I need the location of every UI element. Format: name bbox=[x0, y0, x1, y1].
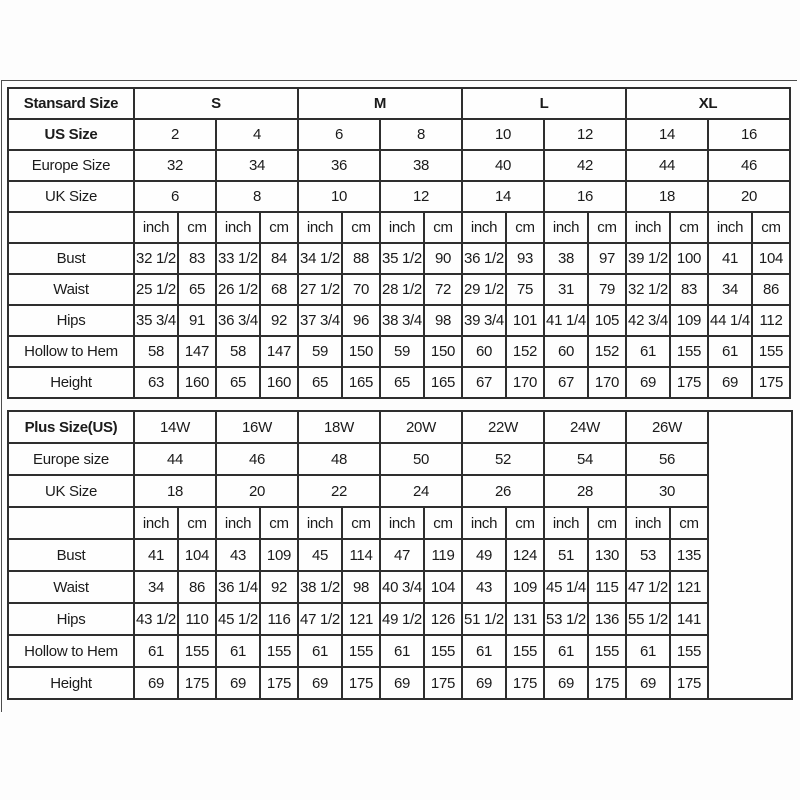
measurement-value-cell: 88 bbox=[342, 243, 380, 274]
measurement-value-cell: 34 bbox=[708, 274, 752, 305]
measurement-value-cell: 150 bbox=[424, 336, 462, 367]
measurement-value-cell: 36 3/4 bbox=[216, 305, 260, 336]
measurement-value-cell: 33 1/2 bbox=[216, 243, 260, 274]
size-group-cell: L bbox=[462, 88, 626, 119]
measurement-value-cell: 90 bbox=[424, 243, 462, 274]
measurement-value-cell: 53 1/2 bbox=[544, 603, 588, 635]
measurement-value-cell: 35 1/2 bbox=[380, 243, 424, 274]
unit-cell: inch bbox=[626, 507, 670, 539]
measurement-value-cell: 175 bbox=[506, 667, 544, 699]
size-value-cell: 34 bbox=[216, 150, 298, 181]
unit-cell: inch bbox=[544, 507, 588, 539]
measurement-value-cell: 104 bbox=[752, 243, 790, 274]
measurement-value-cell: 58 bbox=[134, 336, 178, 367]
unit-row-spacer-cell bbox=[8, 212, 134, 243]
unit-cell: cm bbox=[178, 507, 216, 539]
measurement-value-cell: 101 bbox=[506, 305, 544, 336]
measurement-value-cell: 39 1/2 bbox=[626, 243, 670, 274]
measurement-value-cell: 155 bbox=[752, 336, 790, 367]
measurement-value-cell: 60 bbox=[544, 336, 588, 367]
row-label-cell: UK Size bbox=[8, 181, 134, 212]
row-label-cell: Europe size bbox=[8, 443, 134, 475]
size-value-cell: 8 bbox=[380, 119, 462, 150]
measurement-value-cell: 69 bbox=[380, 667, 424, 699]
measurement-label-cell: Height bbox=[8, 367, 134, 398]
size-value-cell: 40 bbox=[462, 150, 544, 181]
measurement-value-cell: 25 1/2 bbox=[134, 274, 178, 305]
measurement-value-cell: 96 bbox=[342, 305, 380, 336]
size-value-cell: 48 bbox=[298, 443, 380, 475]
measurement-value-cell: 61 bbox=[380, 635, 424, 667]
measurement-value-cell: 131 bbox=[506, 603, 544, 635]
measurement-value-cell: 41 bbox=[134, 539, 178, 571]
size-group-cell: 24W bbox=[544, 411, 626, 443]
measurement-value-cell: 47 1/2 bbox=[298, 603, 342, 635]
unit-cell: inch bbox=[626, 212, 670, 243]
measurement-value-cell: 79 bbox=[588, 274, 626, 305]
size-group-cell: 22W bbox=[462, 411, 544, 443]
measurement-value-cell: 114 bbox=[342, 539, 380, 571]
size-value-cell: 14 bbox=[626, 119, 708, 150]
size-group-header-row bbox=[8, 88, 790, 119]
measurement-value-cell: 93 bbox=[506, 243, 544, 274]
measurement-value-cell: 109 bbox=[670, 305, 708, 336]
row-label-cell: US Size bbox=[8, 119, 134, 150]
unit-cell: inch bbox=[380, 212, 424, 243]
measurement-value-cell: 116 bbox=[260, 603, 298, 635]
measurement-value-cell: 91 bbox=[178, 305, 216, 336]
size-value-cell: 46 bbox=[216, 443, 298, 475]
measurement-value-cell: 61 bbox=[462, 635, 506, 667]
measurement-value-cell: 86 bbox=[178, 571, 216, 603]
measurement-value-cell: 126 bbox=[424, 603, 462, 635]
measurement-value-cell: 175 bbox=[424, 667, 462, 699]
unit-cell: inch bbox=[134, 507, 178, 539]
measurement-value-cell: 38 1/2 bbox=[298, 571, 342, 603]
measurement-label-cell: Bust bbox=[8, 539, 134, 571]
unit-cell: inch bbox=[134, 212, 178, 243]
measurement-value-cell: 69 bbox=[626, 367, 670, 398]
measurement-value-cell: 104 bbox=[178, 539, 216, 571]
size-value-cell: 20 bbox=[216, 475, 298, 507]
measurement-value-cell: 61 bbox=[544, 635, 588, 667]
measurement-value-cell: 175 bbox=[670, 667, 708, 699]
empty-column-cell bbox=[708, 411, 792, 699]
measurement-value-cell: 63 bbox=[134, 367, 178, 398]
size-value-cell: 18 bbox=[626, 181, 708, 212]
size-value-cell: 56 bbox=[626, 443, 708, 475]
measurement-value-cell: 155 bbox=[506, 635, 544, 667]
measurement-value-cell: 170 bbox=[506, 367, 544, 398]
size-value-cell: 44 bbox=[134, 443, 216, 475]
measurement-value-cell: 72 bbox=[424, 274, 462, 305]
measurement-value-cell: 61 bbox=[626, 635, 670, 667]
size-group-cell: XL bbox=[626, 88, 790, 119]
size-group-cell: 14W bbox=[134, 411, 216, 443]
size-value-cell: 46 bbox=[708, 150, 790, 181]
measurement-value-cell: 110 bbox=[178, 603, 216, 635]
measurement-value-cell: 67 bbox=[544, 367, 588, 398]
measurement-value-cell: 61 bbox=[626, 336, 670, 367]
size-group-cell: 20W bbox=[380, 411, 462, 443]
unit-row-spacer-cell bbox=[8, 507, 134, 539]
measurement-value-cell: 49 bbox=[462, 539, 506, 571]
measurement-value-cell: 100 bbox=[670, 243, 708, 274]
size-value-cell: 52 bbox=[462, 443, 544, 475]
size-value-cell: 44 bbox=[626, 150, 708, 181]
unit-cell: cm bbox=[342, 212, 380, 243]
unit-cell: cm bbox=[670, 212, 708, 243]
size-system-row bbox=[8, 150, 790, 181]
unit-cell: inch bbox=[462, 212, 506, 243]
measurement-value-cell: 51 1/2 bbox=[462, 603, 506, 635]
measurement-value-cell: 59 bbox=[298, 336, 342, 367]
measurement-value-cell: 152 bbox=[506, 336, 544, 367]
measurement-value-cell: 155 bbox=[670, 336, 708, 367]
measurement-row bbox=[8, 667, 792, 699]
measurement-value-cell: 61 bbox=[298, 635, 342, 667]
measurement-value-cell: 43 bbox=[462, 571, 506, 603]
measurement-value-cell: 136 bbox=[588, 603, 626, 635]
measurement-value-cell: 41 1/4 bbox=[544, 305, 588, 336]
measurement-value-cell: 165 bbox=[424, 367, 462, 398]
measurement-value-cell: 97 bbox=[588, 243, 626, 274]
measurement-value-cell: 83 bbox=[178, 243, 216, 274]
measurement-value-cell: 45 bbox=[298, 539, 342, 571]
size-value-cell: 36 bbox=[298, 150, 380, 181]
measurement-value-cell: 43 bbox=[216, 539, 260, 571]
measurement-value-cell: 34 1/2 bbox=[298, 243, 342, 274]
measurement-value-cell: 36 1/4 bbox=[216, 571, 260, 603]
standard-size-table bbox=[7, 87, 791, 399]
measurement-value-cell: 32 1/2 bbox=[626, 274, 670, 305]
measurement-value-cell: 124 bbox=[506, 539, 544, 571]
measurement-value-cell: 155 bbox=[342, 635, 380, 667]
size-value-cell: 20 bbox=[708, 181, 790, 212]
measurement-value-cell: 84 bbox=[260, 243, 298, 274]
table-title-cell: Plus Size(US) bbox=[8, 411, 134, 443]
unit-cell: cm bbox=[424, 507, 462, 539]
unit-cell: inch bbox=[544, 212, 588, 243]
measurement-value-cell: 105 bbox=[588, 305, 626, 336]
measurement-value-cell: 31 bbox=[544, 274, 588, 305]
measurement-value-cell: 121 bbox=[342, 603, 380, 635]
measurement-value-cell: 58 bbox=[216, 336, 260, 367]
size-value-cell: 54 bbox=[544, 443, 626, 475]
measurement-value-cell: 38 3/4 bbox=[380, 305, 424, 336]
measurement-value-cell: 86 bbox=[752, 274, 790, 305]
measurement-value-cell: 69 bbox=[708, 367, 752, 398]
measurement-value-cell: 39 3/4 bbox=[462, 305, 506, 336]
size-value-cell: 2 bbox=[134, 119, 216, 150]
table-title-cell: Stansard Size bbox=[8, 88, 134, 119]
measurement-label-cell: Waist bbox=[8, 571, 134, 603]
size-value-cell: 50 bbox=[380, 443, 462, 475]
measurement-value-cell: 104 bbox=[424, 571, 462, 603]
measurement-value-cell: 175 bbox=[670, 367, 708, 398]
size-group-header-row bbox=[8, 411, 792, 443]
size-chart-sheet bbox=[1, 80, 797, 712]
unit-cell: cm bbox=[752, 212, 790, 243]
measurement-value-cell: 67 bbox=[462, 367, 506, 398]
size-value-cell: 8 bbox=[216, 181, 298, 212]
measurement-value-cell: 37 3/4 bbox=[298, 305, 342, 336]
measurement-value-cell: 69 bbox=[298, 667, 342, 699]
unit-cell: inch bbox=[298, 507, 342, 539]
measurement-value-cell: 34 bbox=[134, 571, 178, 603]
measurement-value-cell: 35 3/4 bbox=[134, 305, 178, 336]
measurement-value-cell: 69 bbox=[462, 667, 506, 699]
size-value-cell: 14 bbox=[462, 181, 544, 212]
size-value-cell: 32 bbox=[134, 150, 216, 181]
measurement-value-cell: 98 bbox=[342, 571, 380, 603]
measurement-value-cell: 70 bbox=[342, 274, 380, 305]
size-group-cell: 18W bbox=[298, 411, 380, 443]
measurement-value-cell: 141 bbox=[670, 603, 708, 635]
measurement-value-cell: 160 bbox=[260, 367, 298, 398]
measurement-row bbox=[8, 635, 792, 667]
size-value-cell: 18 bbox=[134, 475, 216, 507]
measurement-row bbox=[8, 603, 792, 635]
measurement-value-cell: 135 bbox=[670, 539, 708, 571]
measurement-label-cell: Waist bbox=[8, 274, 134, 305]
measurement-value-cell: 68 bbox=[260, 274, 298, 305]
plus-size-table bbox=[7, 410, 793, 700]
measurement-row bbox=[8, 274, 790, 305]
measurement-value-cell: 27 1/2 bbox=[298, 274, 342, 305]
measurement-row bbox=[8, 539, 792, 571]
measurement-label-cell: Hips bbox=[8, 305, 134, 336]
measurement-value-cell: 61 bbox=[134, 635, 178, 667]
unit-cell: inch bbox=[462, 507, 506, 539]
measurement-value-cell: 75 bbox=[506, 274, 544, 305]
measurement-value-cell: 59 bbox=[380, 336, 424, 367]
measurement-value-cell: 45 1/4 bbox=[544, 571, 588, 603]
measurement-value-cell: 32 1/2 bbox=[134, 243, 178, 274]
size-group-cell: S bbox=[134, 88, 298, 119]
measurement-value-cell: 155 bbox=[670, 635, 708, 667]
measurement-value-cell: 98 bbox=[424, 305, 462, 336]
measurement-value-cell: 47 1/2 bbox=[626, 571, 670, 603]
unit-cell: cm bbox=[506, 212, 544, 243]
measurement-value-cell: 60 bbox=[462, 336, 506, 367]
measurement-value-cell: 175 bbox=[752, 367, 790, 398]
measurement-value-cell: 83 bbox=[670, 274, 708, 305]
measurement-value-cell: 41 bbox=[708, 243, 752, 274]
measurement-row bbox=[8, 571, 792, 603]
measurement-value-cell: 28 1/2 bbox=[380, 274, 424, 305]
unit-cell: cm bbox=[260, 507, 298, 539]
size-system-row bbox=[8, 475, 792, 507]
unit-cell: cm bbox=[588, 212, 626, 243]
measurement-value-cell: 121 bbox=[670, 571, 708, 603]
size-value-cell: 26 bbox=[462, 475, 544, 507]
measurement-label-cell: Hips bbox=[8, 603, 134, 635]
measurement-value-cell: 155 bbox=[260, 635, 298, 667]
size-value-cell: 38 bbox=[380, 150, 462, 181]
measurement-value-cell: 45 1/2 bbox=[216, 603, 260, 635]
measurement-value-cell: 92 bbox=[260, 571, 298, 603]
size-value-cell: 12 bbox=[380, 181, 462, 212]
measurement-value-cell: 47 bbox=[380, 539, 424, 571]
size-value-cell: 16 bbox=[544, 181, 626, 212]
size-value-cell: 24 bbox=[380, 475, 462, 507]
measurement-value-cell: 36 1/2 bbox=[462, 243, 506, 274]
size-value-cell: 10 bbox=[298, 181, 380, 212]
measurement-value-cell: 155 bbox=[424, 635, 462, 667]
measurement-value-cell: 175 bbox=[178, 667, 216, 699]
unit-header-row bbox=[8, 507, 792, 539]
measurement-value-cell: 55 1/2 bbox=[626, 603, 670, 635]
unit-cell: inch bbox=[380, 507, 424, 539]
measurement-row bbox=[8, 336, 790, 367]
size-system-row bbox=[8, 181, 790, 212]
size-value-cell: 10 bbox=[462, 119, 544, 150]
measurement-value-cell: 65 bbox=[178, 274, 216, 305]
measurement-value-cell: 65 bbox=[380, 367, 424, 398]
measurement-value-cell: 160 bbox=[178, 367, 216, 398]
measurement-value-cell: 175 bbox=[342, 667, 380, 699]
measurement-value-cell: 109 bbox=[260, 539, 298, 571]
measurement-value-cell: 170 bbox=[588, 367, 626, 398]
measurement-value-cell: 42 3/4 bbox=[626, 305, 670, 336]
size-value-cell: 12 bbox=[544, 119, 626, 150]
measurement-value-cell: 40 3/4 bbox=[380, 571, 424, 603]
measurement-value-cell: 29 1/2 bbox=[462, 274, 506, 305]
measurement-value-cell: 38 bbox=[544, 243, 588, 274]
unit-cell: cm bbox=[588, 507, 626, 539]
unit-cell: cm bbox=[670, 507, 708, 539]
measurement-value-cell: 175 bbox=[588, 667, 626, 699]
measurement-value-cell: 49 1/2 bbox=[380, 603, 424, 635]
size-value-cell: 30 bbox=[626, 475, 708, 507]
measurement-value-cell: 69 bbox=[544, 667, 588, 699]
measurement-value-cell: 150 bbox=[342, 336, 380, 367]
measurement-value-cell: 69 bbox=[626, 667, 670, 699]
measurement-value-cell: 165 bbox=[342, 367, 380, 398]
size-value-cell: 6 bbox=[134, 181, 216, 212]
measurement-value-cell: 61 bbox=[708, 336, 752, 367]
size-system-row bbox=[8, 443, 792, 475]
size-value-cell: 16 bbox=[708, 119, 790, 150]
size-value-cell: 6 bbox=[298, 119, 380, 150]
row-label-cell: Europe Size bbox=[8, 150, 134, 181]
measurement-value-cell: 69 bbox=[134, 667, 178, 699]
measurement-row bbox=[8, 243, 790, 274]
unit-cell: inch bbox=[298, 212, 342, 243]
unit-cell: inch bbox=[708, 212, 752, 243]
measurement-value-cell: 43 1/2 bbox=[134, 603, 178, 635]
measurement-label-cell: Height bbox=[8, 667, 134, 699]
unit-cell: cm bbox=[424, 212, 462, 243]
measurement-label-cell: Bust bbox=[8, 243, 134, 274]
measurement-label-cell: Hollow to Hem bbox=[8, 635, 134, 667]
measurement-value-cell: 147 bbox=[178, 336, 216, 367]
measurement-value-cell: 65 bbox=[298, 367, 342, 398]
measurement-value-cell: 147 bbox=[260, 336, 298, 367]
unit-header-row bbox=[8, 212, 790, 243]
size-group-cell: 16W bbox=[216, 411, 298, 443]
size-value-cell: 42 bbox=[544, 150, 626, 181]
measurement-row bbox=[8, 367, 790, 398]
measurement-value-cell: 115 bbox=[588, 571, 626, 603]
measurement-value-cell: 51 bbox=[544, 539, 588, 571]
measurement-value-cell: 109 bbox=[506, 571, 544, 603]
row-label-cell: UK Size bbox=[8, 475, 134, 507]
measurement-value-cell: 92 bbox=[260, 305, 298, 336]
measurement-value-cell: 53 bbox=[626, 539, 670, 571]
unit-cell: cm bbox=[506, 507, 544, 539]
size-value-cell: 28 bbox=[544, 475, 626, 507]
unit-cell: cm bbox=[342, 507, 380, 539]
measurement-value-cell: 26 1/2 bbox=[216, 274, 260, 305]
unit-cell: inch bbox=[216, 507, 260, 539]
measurement-value-cell: 155 bbox=[178, 635, 216, 667]
measurement-row bbox=[8, 305, 790, 336]
measurement-value-cell: 44 1/4 bbox=[708, 305, 752, 336]
measurement-label-cell: Hollow to Hem bbox=[8, 336, 134, 367]
unit-cell: inch bbox=[216, 212, 260, 243]
measurement-value-cell: 175 bbox=[260, 667, 298, 699]
measurement-value-cell: 65 bbox=[216, 367, 260, 398]
unit-cell: cm bbox=[260, 212, 298, 243]
measurement-value-cell: 69 bbox=[216, 667, 260, 699]
measurement-value-cell: 119 bbox=[424, 539, 462, 571]
size-group-cell: M bbox=[298, 88, 462, 119]
unit-cell: cm bbox=[178, 212, 216, 243]
measurement-value-cell: 61 bbox=[216, 635, 260, 667]
measurement-value-cell: 112 bbox=[752, 305, 790, 336]
size-group-cell: 26W bbox=[626, 411, 708, 443]
size-value-cell: 22 bbox=[298, 475, 380, 507]
size-value-cell: 4 bbox=[216, 119, 298, 150]
measurement-value-cell: 152 bbox=[588, 336, 626, 367]
measurement-value-cell: 155 bbox=[588, 635, 626, 667]
size-system-row bbox=[8, 119, 790, 150]
measurement-value-cell: 130 bbox=[588, 539, 626, 571]
